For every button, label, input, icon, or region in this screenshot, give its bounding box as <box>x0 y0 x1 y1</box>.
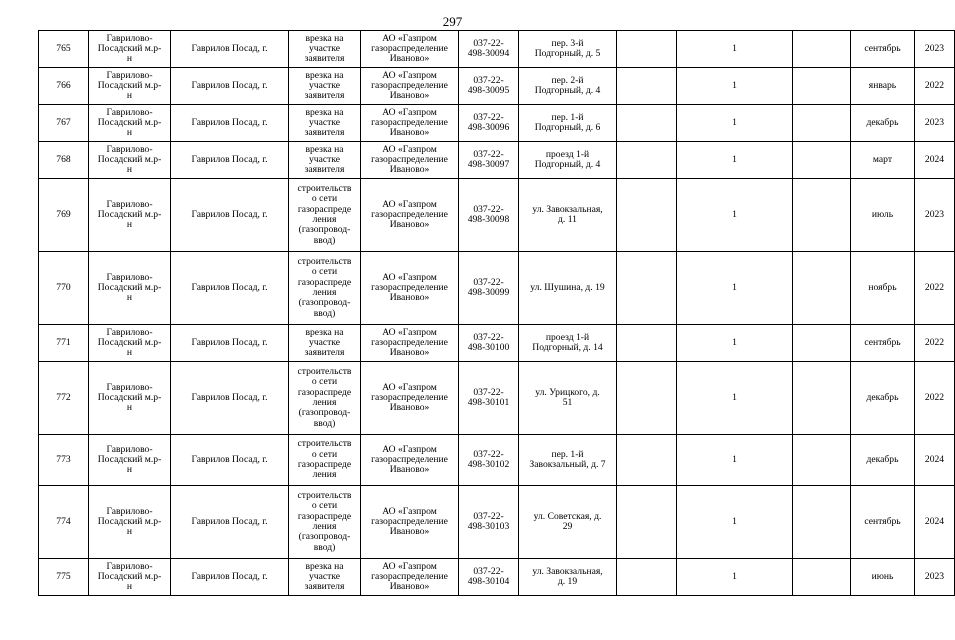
empty-cell <box>617 362 677 435</box>
month-cell: декабрь <box>851 362 915 435</box>
work-type-cell: строительств о сети газораспреде ления (газопровод- ввод) <box>289 252 361 325</box>
work-type-cell: врезка на участке заявителя <box>289 559 361 596</box>
row-number-cell: 775 <box>39 559 89 596</box>
quantity-cell: 1 <box>677 142 793 179</box>
organization-cell: АО «Газпром газораспределение Иваново» <box>361 179 459 252</box>
registry-code-cell: 037-22- 498-30097 <box>459 142 519 179</box>
empty-cell <box>793 68 851 105</box>
settlement-cell: Гаврилов Посад, г. <box>171 325 289 362</box>
registry-code-cell: 037-22- 498-30095 <box>459 68 519 105</box>
quantity-cell: 1 <box>677 362 793 435</box>
empty-cell <box>793 325 851 362</box>
table-row <box>39 31 955 68</box>
row-number-cell: 773 <box>39 435 89 486</box>
empty-cell <box>617 142 677 179</box>
month-cell: ноябрь <box>851 252 915 325</box>
quantity-cell: 1 <box>677 559 793 596</box>
table-row <box>39 179 955 252</box>
organization-cell: АО «Газпром газораспределение Иваново» <box>361 142 459 179</box>
work-type-cell: врезка на участке заявителя <box>289 105 361 142</box>
district-cell: Гаврилово- Посадский м.р- н <box>89 142 171 179</box>
district-cell: Гаврилово- Посадский м.р- н <box>89 68 171 105</box>
work-type-cell: врезка на участке заявителя <box>289 31 361 68</box>
row-number-cell: 765 <box>39 31 89 68</box>
row-number-cell: 767 <box>39 105 89 142</box>
table-row <box>39 486 955 559</box>
address-cell: проезд 1-й Подгорный, д. 14 <box>519 325 617 362</box>
organization-cell: АО «Газпром газораспределение Иваново» <box>361 252 459 325</box>
year-cell: 2023 <box>915 559 955 596</box>
address-cell: пер. 1-й Подгорный, д. 6 <box>519 105 617 142</box>
settlement-cell: Гаврилов Посад, г. <box>171 105 289 142</box>
organization-cell: АО «Газпром газораспределение Иваново» <box>361 325 459 362</box>
registry-code-cell: 037-22- 498-30096 <box>459 105 519 142</box>
table-row <box>39 68 955 105</box>
settlement-cell: Гаврилов Посад, г. <box>171 31 289 68</box>
row-number-cell: 770 <box>39 252 89 325</box>
address-cell: пер. 2-й Подгорный, д. 4 <box>519 68 617 105</box>
address-cell: пер. 3-й Подгорный, д. 5 <box>519 31 617 68</box>
quantity-cell: 1 <box>677 486 793 559</box>
table-row <box>39 252 955 325</box>
month-cell: июнь <box>851 559 915 596</box>
work-type-cell: врезка на участке заявителя <box>289 325 361 362</box>
month-cell: июль <box>851 179 915 252</box>
settlement-cell: Гаврилов Посад, г. <box>171 68 289 105</box>
address-cell: проезд 1-й Подгорный, д. 4 <box>519 142 617 179</box>
empty-cell <box>793 179 851 252</box>
registry-code-cell: 037-22- 498-30104 <box>459 559 519 596</box>
registry-code-cell: 037-22- 498-30101 <box>459 362 519 435</box>
empty-cell <box>617 68 677 105</box>
month-cell: сентябрь <box>851 486 915 559</box>
address-cell: ул. Шушина, д. 19 <box>519 252 617 325</box>
registry-code-cell: 037-22- 498-30098 <box>459 179 519 252</box>
district-cell: Гаврилово- Посадский м.р- н <box>89 252 171 325</box>
work-type-cell: строительств о сети газораспреде ления (газопровод- ввод) <box>289 362 361 435</box>
table-row <box>39 435 955 486</box>
district-cell: Гаврилово- Посадский м.р- н <box>89 325 171 362</box>
empty-cell <box>793 362 851 435</box>
district-cell: Гаврилово- Посадский м.р- н <box>89 105 171 142</box>
month-cell: декабрь <box>851 105 915 142</box>
empty-cell <box>793 31 851 68</box>
quantity-cell: 1 <box>677 325 793 362</box>
address-cell: ул. Урицкого, д. 51 <box>519 362 617 435</box>
district-cell: Гаврилово- Посадский м.р- н <box>89 31 171 68</box>
empty-cell <box>617 559 677 596</box>
row-number-cell: 774 <box>39 486 89 559</box>
empty-cell <box>617 325 677 362</box>
empty-cell <box>617 105 677 142</box>
table-row <box>39 325 955 362</box>
address-cell: ул. Завокзальная, д. 19 <box>519 559 617 596</box>
row-number-cell: 771 <box>39 325 89 362</box>
organization-cell: АО «Газпром газораспределение Иваново» <box>361 31 459 68</box>
quantity-cell: 1 <box>677 179 793 252</box>
empty-cell <box>617 435 677 486</box>
empty-cell <box>617 31 677 68</box>
empty-cell <box>793 252 851 325</box>
registry-code-cell: 037-22- 498-30099 <box>459 252 519 325</box>
settlement-cell: Гаврилов Посад, г. <box>171 559 289 596</box>
quantity-cell: 1 <box>677 435 793 486</box>
quantity-cell: 1 <box>677 252 793 325</box>
year-cell: 2022 <box>915 362 955 435</box>
district-cell: Гаврилово- Посадский м.р- н <box>89 179 171 252</box>
work-type-cell: врезка на участке заявителя <box>289 142 361 179</box>
row-number-cell: 768 <box>39 142 89 179</box>
registry-code-cell: 037-22- 498-30094 <box>459 31 519 68</box>
work-type-cell: строительств о сети газораспреде ления (газопровод- ввод) <box>289 179 361 252</box>
work-type-cell: строительств о сети газораспреде ления (газопровод- ввод) <box>289 486 361 559</box>
empty-cell <box>793 435 851 486</box>
table-row <box>39 362 955 435</box>
address-cell: ул. Завокзальная, д. 11 <box>519 179 617 252</box>
empty-cell <box>793 105 851 142</box>
empty-cell <box>617 486 677 559</box>
month-cell: декабрь <box>851 435 915 486</box>
year-cell: 2023 <box>915 179 955 252</box>
year-cell: 2022 <box>915 252 955 325</box>
table-body <box>39 31 955 596</box>
year-cell: 2022 <box>915 68 955 105</box>
organization-cell: АО «Газпром газораспределение Иваново» <box>361 435 459 486</box>
empty-cell <box>617 252 677 325</box>
organization-cell: АО «Газпром газораспределение Иваново» <box>361 559 459 596</box>
organization-cell: АО «Газпром газораспределение Иваново» <box>361 68 459 105</box>
organization-cell: АО «Газпром газораспределение Иваново» <box>361 362 459 435</box>
page-number: 297 <box>442 14 463 29</box>
year-cell: 2023 <box>915 31 955 68</box>
month-cell: март <box>851 142 915 179</box>
district-cell: Гаврилово- Посадский м.р- н <box>89 435 171 486</box>
quantity-cell: 1 <box>677 31 793 68</box>
row-number-cell: 766 <box>39 68 89 105</box>
year-cell: 2022 <box>915 325 955 362</box>
table-row <box>39 105 955 142</box>
year-cell: 2024 <box>915 142 955 179</box>
district-cell: Гаврилово- Посадский м.р- н <box>89 486 171 559</box>
row-number-cell: 772 <box>39 362 89 435</box>
address-cell: пер. 1-й Завокзальный, д. 7 <box>519 435 617 486</box>
month-cell: сентябрь <box>851 31 915 68</box>
empty-cell <box>793 486 851 559</box>
settlement-cell: Гаврилов Посад, г. <box>171 142 289 179</box>
year-cell: 2024 <box>915 486 955 559</box>
settlement-cell: Гаврилов Посад, г. <box>171 252 289 325</box>
settlement-cell: Гаврилов Посад, г. <box>171 435 289 486</box>
registry-code-cell: 037-22- 498-30100 <box>459 325 519 362</box>
empty-cell <box>793 142 851 179</box>
empty-cell <box>793 559 851 596</box>
registry-table <box>38 30 955 596</box>
year-cell: 2023 <box>915 105 955 142</box>
year-cell: 2024 <box>915 435 955 486</box>
district-cell: Гаврилово- Посадский м.р- н <box>89 559 171 596</box>
row-number-cell: 769 <box>39 179 89 252</box>
table-row <box>39 559 955 596</box>
district-cell: Гаврилово- Посадский м.р- н <box>89 362 171 435</box>
address-cell: ул. Советская, д. 29 <box>519 486 617 559</box>
registry-code-cell: 037-22- 498-30102 <box>459 435 519 486</box>
month-cell: январь <box>851 68 915 105</box>
organization-cell: АО «Газпром газораспределение Иваново» <box>361 486 459 559</box>
table-row <box>39 142 955 179</box>
month-cell: сентябрь <box>851 325 915 362</box>
quantity-cell: 1 <box>677 105 793 142</box>
quantity-cell: 1 <box>677 68 793 105</box>
settlement-cell: Гаврилов Посад, г. <box>171 179 289 252</box>
registry-code-cell: 037-22- 498-30103 <box>459 486 519 559</box>
work-type-cell: строительств о сети газораспреде ления <box>289 435 361 486</box>
work-type-cell: врезка на участке заявителя <box>289 68 361 105</box>
empty-cell <box>617 179 677 252</box>
settlement-cell: Гаврилов Посад, г. <box>171 486 289 559</box>
organization-cell: АО «Газпром газораспределение Иваново» <box>361 105 459 142</box>
settlement-cell: Гаврилов Посад, г. <box>171 362 289 435</box>
